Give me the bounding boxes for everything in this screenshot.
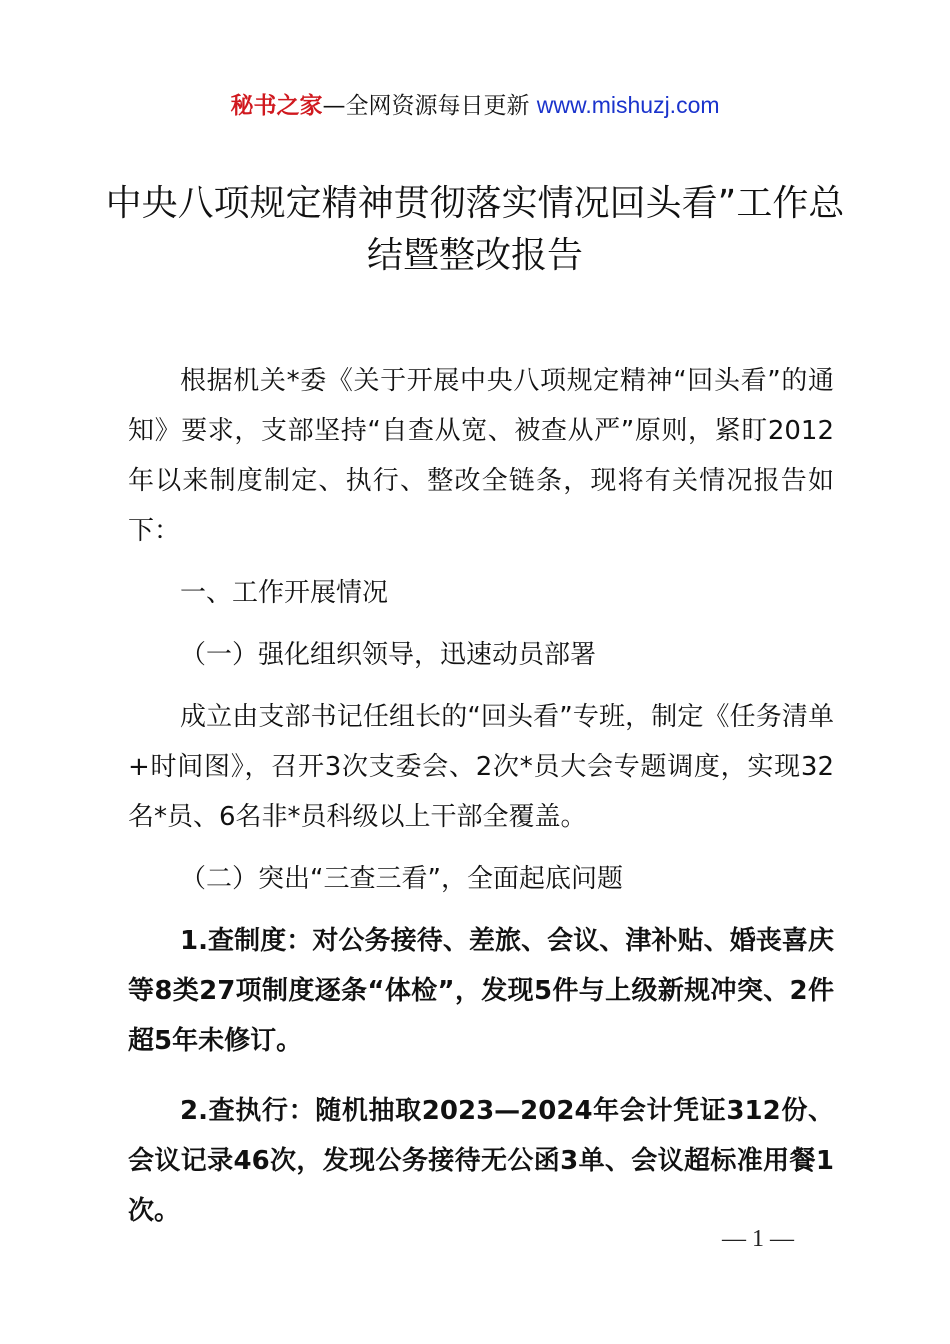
page-number: — 1 — — [722, 1226, 794, 1252]
brand-name: 秘书之家 — [230, 93, 323, 119]
check-item-1: 1.查制度：对公务接待、差旅、会议、津补贴、婚丧喜庆等8类27项制度逐条“体检”，发现5件与上级新规冲突、2件超5年未修订。 — [128, 926, 834, 1056]
site-banner — [0, 88, 950, 123]
subsection-heading-1: （一）强化组织领导，迅速动员部署 — [180, 640, 597, 670]
banner-tagline: —全网资源每日更新 — [322, 93, 537, 119]
section-heading-1: 一、工作开展情况 — [180, 578, 389, 608]
check-item-2: 2.查执行：随机抽取2023—2024年会计凭证312份、会议记录46次，发现公务接待无公函3单、会议超标准用餐1次。 — [128, 1096, 834, 1226]
document-body — [128, 356, 834, 1236]
site-url-link[interactable]: www.mishuzj.com — [536, 92, 720, 118]
subsection-1-paragraph: 成立由支部书记任组长的“回头看”专班，制定《任务清单+时间图》，召开3次支委会、2次*员大会专题调度，实现32名*员、6名非*员科级以上干部全覆盖。 — [128, 702, 834, 832]
intro-paragraph: 根据机关*委《关于开展中央八项规定精神“回头看”的通知》要求，支部坚持“自查从宽、被查从严”原则，紧盯2012年以来制度制定、执行、整改全链条，现将有关情况报告如下： — [128, 366, 834, 546]
document-title: 中央八项规定精神贯彻落实情况回头看”工作总结暨整改报告 — [105, 183, 845, 276]
subsection-heading-2: （二）突出“三查三看”，全面起底问题 — [180, 864, 623, 894]
